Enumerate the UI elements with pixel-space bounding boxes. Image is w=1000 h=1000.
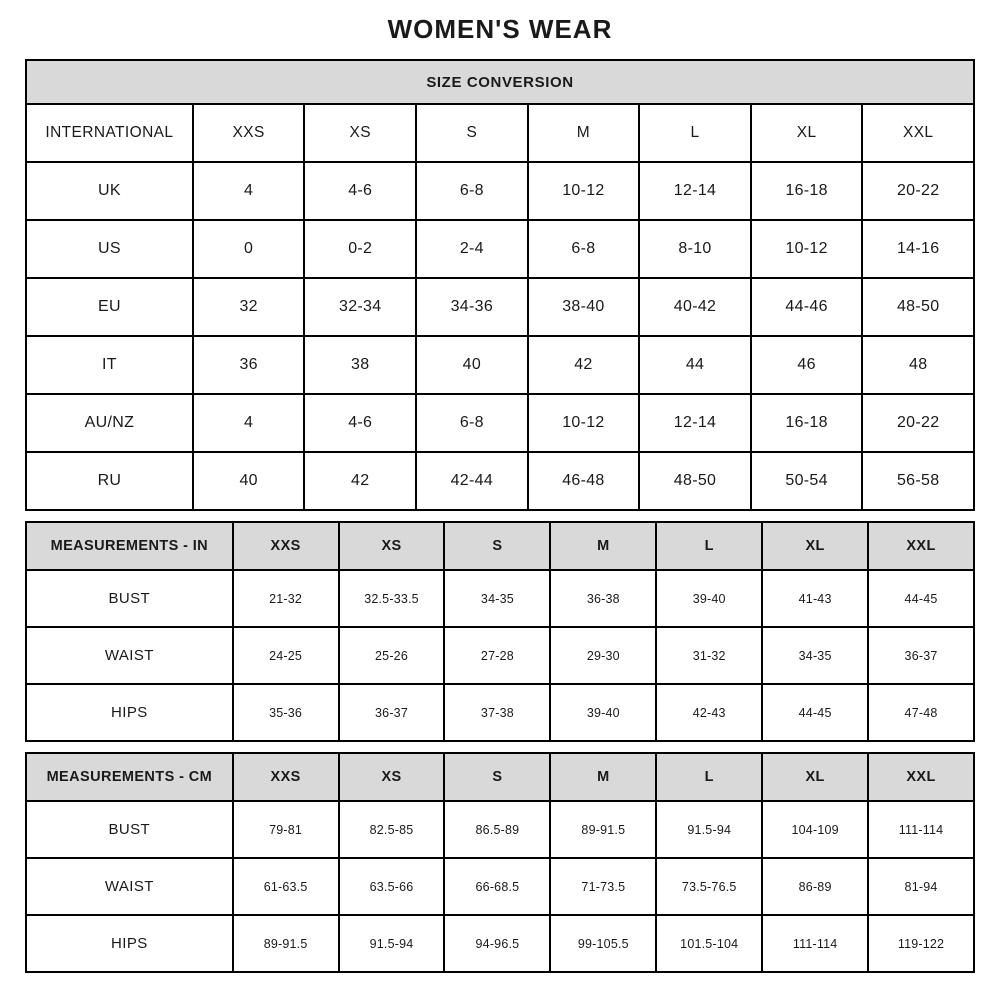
table-cell: 66-68.5 [444,858,550,915]
table-cell: 44-45 [868,570,974,627]
table-row [26,570,974,627]
column-header: XXS [233,522,339,570]
row-header: UK [26,162,193,220]
page-title: WOMEN'S WEAR [387,14,613,44]
table-cell: 86-89 [762,858,868,915]
header-row [26,753,974,801]
table-row [26,915,974,972]
table-cell: 12-14 [639,162,751,220]
table-cell: 10-12 [751,220,863,278]
table-cell: 36 [193,336,305,394]
table-row [26,394,974,452]
table-cell: 48 [862,336,974,394]
table-cell: 21-32 [233,570,339,627]
table-cell: 101.5-104 [656,915,762,972]
table-cell: 6-8 [528,220,640,278]
table-cell: 48-50 [862,278,974,336]
column-header: XL [762,522,868,570]
table-cell: 111-114 [868,801,974,858]
table-cell: 39-40 [656,570,762,627]
table-cell: 86.5-89 [444,801,550,858]
table-row [26,801,974,858]
table-row [26,684,974,741]
table-cell: 4-6 [304,162,416,220]
table-cell: 6-8 [416,162,528,220]
table-cell: 32 [193,278,305,336]
column-header: M [528,104,640,162]
table-row [26,278,974,336]
table-cell: 40 [416,336,528,394]
table-row [26,858,974,915]
column-header: S [444,522,550,570]
column-header: MEASUREMENTS - CM [26,753,233,801]
table-cell: 34-35 [444,570,550,627]
table-cell: 47-48 [868,684,974,741]
table-cell: 34-35 [762,627,868,684]
table-cell: 94-96.5 [444,915,550,972]
row-header: BUST [26,801,233,858]
table-cell: 61-63.5 [233,858,339,915]
table-cell: 40-42 [639,278,751,336]
row-header: IT [26,336,193,394]
column-header: L [656,522,762,570]
table-cell: 32-34 [304,278,416,336]
table-cell: 48-50 [639,452,751,510]
table-cell: 31-32 [656,627,762,684]
column-header: L [639,104,751,162]
table-cell: 2-4 [416,220,528,278]
table-cell: 14-16 [862,220,974,278]
table-row [26,452,974,510]
row-header: WAIST [26,627,233,684]
column-header: XXL [868,753,974,801]
column-header: L [656,753,762,801]
table-cell: 16-18 [751,162,863,220]
column-header: XXS [233,753,339,801]
table-cell: 46 [751,336,863,394]
table-cell: 10-12 [528,394,640,452]
row-header: HIPS [26,915,233,972]
table-cell: 36-38 [550,570,656,627]
row-header: BUST [26,570,233,627]
table-cell: 40 [193,452,305,510]
table-cell: 38-40 [528,278,640,336]
row-header: AU/NZ [26,394,193,452]
table-cell: 42 [528,336,640,394]
column-header: XS [304,104,416,162]
row-header: RU [26,452,193,510]
table-row [26,162,974,220]
table-cell: 111-114 [762,915,868,972]
table-cell: 42-43 [656,684,762,741]
column-header: XS [339,522,445,570]
table-cell: 89-91.5 [233,915,339,972]
table-cell: 38 [304,336,416,394]
row-header: US [26,220,193,278]
table-cell: 4-6 [304,394,416,452]
table-cell: 35-36 [233,684,339,741]
table-cell: 41-43 [762,570,868,627]
table-cell: 10-12 [528,162,640,220]
table-cell: 36-37 [339,684,445,741]
column-header: MEASUREMENTS - IN [26,522,233,570]
table-cell: 37-38 [444,684,550,741]
table-row [26,220,974,278]
table-cell: 20-22 [862,162,974,220]
table-cell: 63.5-66 [339,858,445,915]
table-cell: 91.5-94 [656,801,762,858]
column-header: XXL [868,522,974,570]
row-header: EU [26,278,193,336]
table-cell: 50-54 [751,452,863,510]
table-cell: 32.5-33.5 [339,570,445,627]
table-cell: 0 [193,220,305,278]
banner-row [26,60,974,104]
table-cell: 12-14 [639,394,751,452]
table-cell: 79-81 [233,801,339,858]
table-cell: 27-28 [444,627,550,684]
header-row [26,104,974,162]
column-header: INTERNATIONAL [26,104,193,162]
column-header: XXL [862,104,974,162]
header-row [26,522,974,570]
table-cell: 36-37 [868,627,974,684]
size-conversion-table [25,59,975,511]
table-cell: 29-30 [550,627,656,684]
table-cell: 119-122 [868,915,974,972]
table-cell: 8-10 [639,220,751,278]
table-cell: 104-109 [762,801,868,858]
table-cell: 20-22 [862,394,974,452]
column-header: S [416,104,528,162]
column-header: M [550,753,656,801]
measurements-cm-table [25,752,975,973]
column-header: M [550,522,656,570]
table-cell: 39-40 [550,684,656,741]
table-cell: 44 [639,336,751,394]
table-banner: SIZE CONVERSION [26,60,974,104]
measurements-in-table [25,521,975,742]
column-header: XL [751,104,863,162]
table-cell: 71-73.5 [550,858,656,915]
table-cell: 25-26 [339,627,445,684]
table-cell: 4 [193,162,305,220]
table-cell: 44-46 [751,278,863,336]
table-cell: 16-18 [751,394,863,452]
row-header: WAIST [26,858,233,915]
table-cell: 82.5-85 [339,801,445,858]
table-cell: 44-45 [762,684,868,741]
table-cell: 46-48 [528,452,640,510]
table-cell: 99-105.5 [550,915,656,972]
table-cell: 73.5-76.5 [656,858,762,915]
table-cell: 56-58 [862,452,974,510]
table-cell: 89-91.5 [550,801,656,858]
table-cell: 4 [193,394,305,452]
column-header: S [444,753,550,801]
column-header: XXS [193,104,305,162]
table-cell: 0-2 [304,220,416,278]
column-header: XS [339,753,445,801]
row-header: HIPS [26,684,233,741]
table-row [26,627,974,684]
table-row [26,336,974,394]
column-header: XL [762,753,868,801]
table-cell: 81-94 [868,858,974,915]
table-cell: 91.5-94 [339,915,445,972]
table-cell: 42-44 [416,452,528,510]
table-cell: 6-8 [416,394,528,452]
table-cell: 34-36 [416,278,528,336]
table-cell: 24-25 [233,627,339,684]
table-cell: 42 [304,452,416,510]
